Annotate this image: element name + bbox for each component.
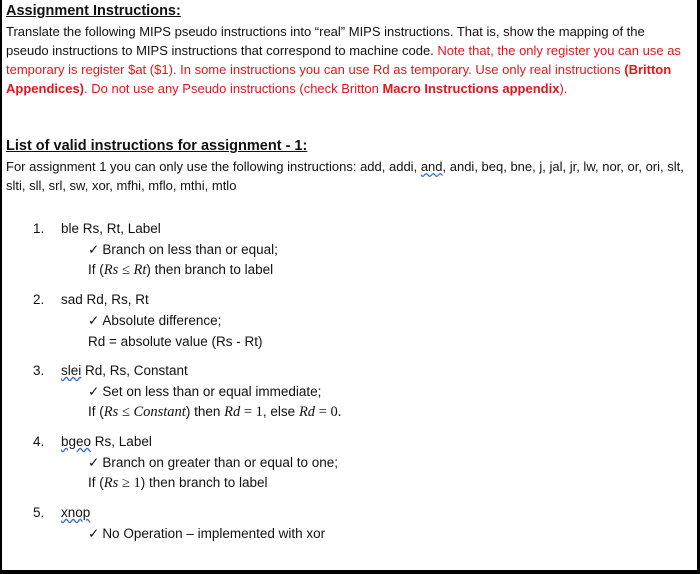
valid-text-before: For assignment 1 you can only use the following instructions: add, addi, — [6, 159, 418, 174]
macro-appendix: Macro Instructions appendix — [382, 81, 560, 96]
valid-list-paragraph — [6, 157, 686, 195]
no-pseudo-text: . Do not use any Pseudo instructions (check Britton — [84, 81, 379, 96]
cond-math3: 1 — [255, 404, 263, 420]
item-op: bgeo — [61, 434, 92, 449]
assignment-heading: Assignment Instructions: — [6, 3, 181, 19]
list-item-sad — [33, 292, 149, 307]
cond-pre: If ( — [88, 475, 104, 490]
britton-appendices: (Britton Appendices) — [6, 62, 672, 96]
item-desc — [88, 313, 221, 329]
cond-eq: = — [240, 404, 256, 420]
cond-math4: Rd — [298, 404, 316, 420]
check-icon: ✓ — [88, 455, 100, 470]
valid-text-and: and — [420, 159, 443, 174]
desc-text: No Operation – implemented with xor — [102, 526, 326, 541]
item-condition — [88, 475, 268, 492]
desc-text: Set on less than or equal immediate; — [102, 384, 322, 399]
list-item-slei — [33, 363, 188, 378]
cond-pre: If ( — [88, 262, 104, 277]
list-item-bgeo — [33, 434, 152, 449]
note-text: Note that, the only register you can use as temporary is register $at ($1). In some instructions you can use Rd as temporary. Use only real instructions — [6, 43, 681, 77]
item-number: 2. — [33, 292, 45, 307]
cond-math: Rs ≤ Constant — [103, 404, 186, 420]
item-condition — [88, 334, 262, 349]
valid-text-after: , andi, beq, bne, j, jal, jr, lw, nor, or, ori, slt, slti, sll, srl, sw, xor, mfhi, mflo, mthi, mtlo — [6, 159, 684, 193]
cond-mid: ) then — [185, 404, 225, 419]
item-number: 4. — [33, 434, 45, 449]
item-desc — [88, 455, 338, 471]
item-number: 5. — [33, 505, 45, 520]
item-number: 3. — [33, 363, 45, 378]
item-desc — [88, 526, 325, 542]
desc-text: Branch on less than or equal; — [102, 242, 278, 257]
item-title-rest: Rs, Label — [91, 434, 152, 449]
cond-pre: If ( — [88, 404, 104, 419]
list-item-ble — [33, 221, 161, 236]
item-title: ble Rs, Rt, Label — [61, 221, 161, 236]
check-icon: ✓ — [88, 313, 100, 328]
desc-text: Absolute difference; — [102, 313, 222, 328]
cond-text: Rd = absolute value (Rs - Rt) — [88, 334, 263, 349]
item-desc — [88, 384, 321, 400]
check-icon: ✓ — [88, 384, 100, 399]
intro-text: Translate the following MIPS pseudo instructions into “real” MIPS instructions. That is, show the mapping of the pseudo instructions to MIPS instructions that correspond to machine code. — [6, 24, 645, 58]
item-condition — [88, 262, 273, 279]
cond-math-n: 1 — [133, 475, 141, 491]
check-icon: ✓ — [88, 242, 100, 257]
cond-math2: Rd — [224, 404, 241, 420]
item-title-rest: Rd, Rs, Constant — [81, 363, 188, 378]
assignment-paragraph — [6, 22, 686, 98]
cond-post: ) then branch to label — [146, 262, 274, 277]
item-desc — [88, 242, 278, 258]
cond-math: Rs ≥ — [103, 475, 134, 491]
item-number: 1. — [33, 221, 45, 236]
cond-eq2: = — [315, 404, 331, 420]
cond-post: ) then branch to label — [140, 475, 268, 490]
item-op: slei — [61, 363, 82, 378]
list-item-xnop — [33, 505, 90, 520]
desc-text: Branch on greater than or equal to one; — [102, 455, 338, 470]
cond-math: Rs ≤ Rt — [103, 262, 147, 278]
cond-math5: 0. — [330, 404, 342, 420]
paragraph-end: ). — [559, 81, 568, 96]
check-icon: ✓ — [88, 526, 100, 541]
item-condition — [88, 404, 341, 421]
valid-list-heading: List of valid instructions for assignment - 1: — [6, 138, 308, 154]
cond-else: , else — [262, 404, 299, 419]
item-op: xnop — [61, 505, 91, 520]
item-title: sad Rd, Rs, Rt — [61, 292, 149, 307]
